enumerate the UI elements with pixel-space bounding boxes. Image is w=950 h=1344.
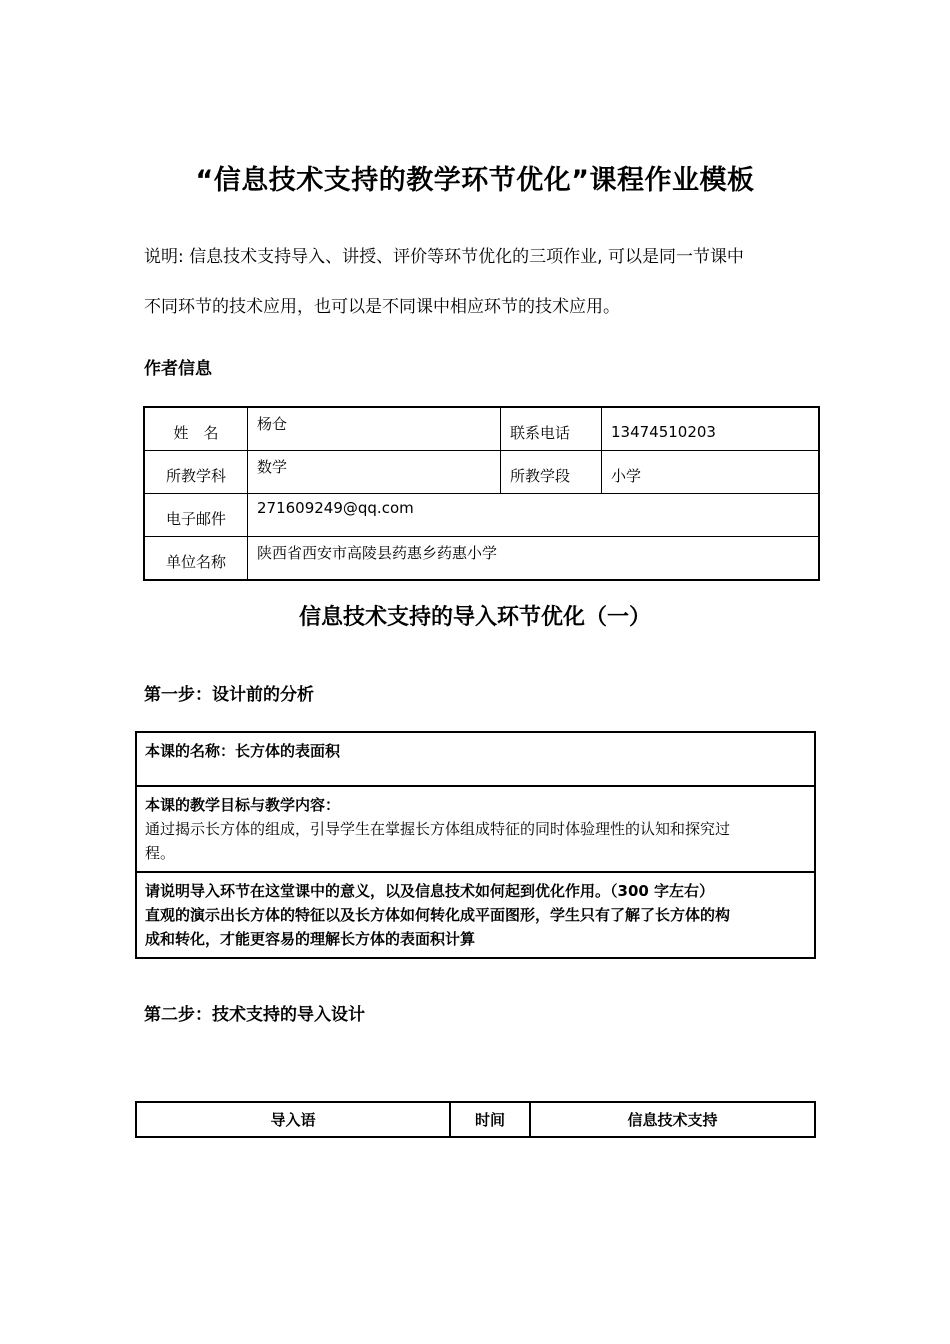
goals-cell [136, 786, 815, 872]
author-info-table [143, 406, 820, 581]
stage-value: 小学 [602, 451, 820, 494]
subject-value: 数学 [248, 451, 501, 494]
significance-text-line-1: 直观的演示出长方体的特征以及长方体如何转化成平面图形，学生只有了解了长方体的构 [145, 906, 731, 924]
phone-label: 联系电话 [501, 407, 602, 451]
significance-cell [136, 872, 815, 958]
name-label: 姓 名 [144, 407, 248, 451]
name-value: 杨仓 [248, 407, 501, 451]
significance-label: 请说明导入环节在这堂课中的意义，以及信息技术如何起到优化作用。（300 字左右） [145, 882, 715, 900]
column-header-intro: 导入语 [136, 1102, 450, 1137]
table-row [136, 872, 815, 958]
column-header-tech: 信息技术支持 [530, 1102, 815, 1137]
intro-line-2: 不同环节的技术应用，也可以是不同课中相应环节的技术应用。 [144, 297, 620, 317]
goals-label: 本课的教学目标与教学内容： [145, 796, 341, 814]
significance-text-line-2: 成和转化，才能更容易的理解长方体的表面积计算 [145, 930, 476, 948]
org-label: 单位名称 [144, 537, 248, 581]
goals-text-line-2: 程。 [145, 844, 176, 862]
column-header-time: 时间 [450, 1102, 530, 1137]
stage-label: 所教学段 [501, 451, 602, 494]
table-row [144, 537, 819, 581]
lesson-name: 本课的名称：长方体的表面积 [145, 742, 341, 760]
org-value: 陕西省西安市高陵县药惠乡药惠小学 [248, 537, 820, 581]
step1-heading: 第一步：设计前的分析 [144, 685, 314, 705]
phone-value: 13474510203 [602, 407, 820, 451]
table-header-row [136, 1102, 815, 1137]
analysis-table [135, 731, 816, 959]
goals-text-line-1: 通过揭示长方体的组成，引导学生在掌握长方体组成特征的同时体验理性的认知和探究过 [145, 820, 731, 838]
page-title: “信息技术支持的教学环节优化”课程作业模板 [195, 165, 755, 196]
table-row [136, 786, 815, 872]
author-heading: 作者信息 [144, 359, 212, 379]
table-row [136, 732, 815, 786]
design-table [135, 1101, 816, 1138]
subject-label: 所教学科 [144, 451, 248, 494]
table-row [144, 494, 819, 537]
step2-heading: 第二步：技术支持的导入设计 [144, 1005, 365, 1025]
intro-line-1: 说明: 信息技术支持导入、讲授、评价等环节优化的三项作业, 可以是同一节课中 [144, 247, 744, 267]
email-label: 电子邮件 [144, 494, 248, 537]
table-row [144, 451, 819, 494]
lesson-name-cell [136, 732, 815, 786]
email-value: 271609249@qq.com [248, 494, 820, 537]
table-row [144, 407, 819, 451]
section-title: 信息技术支持的导入环节优化（一） [298, 605, 651, 630]
